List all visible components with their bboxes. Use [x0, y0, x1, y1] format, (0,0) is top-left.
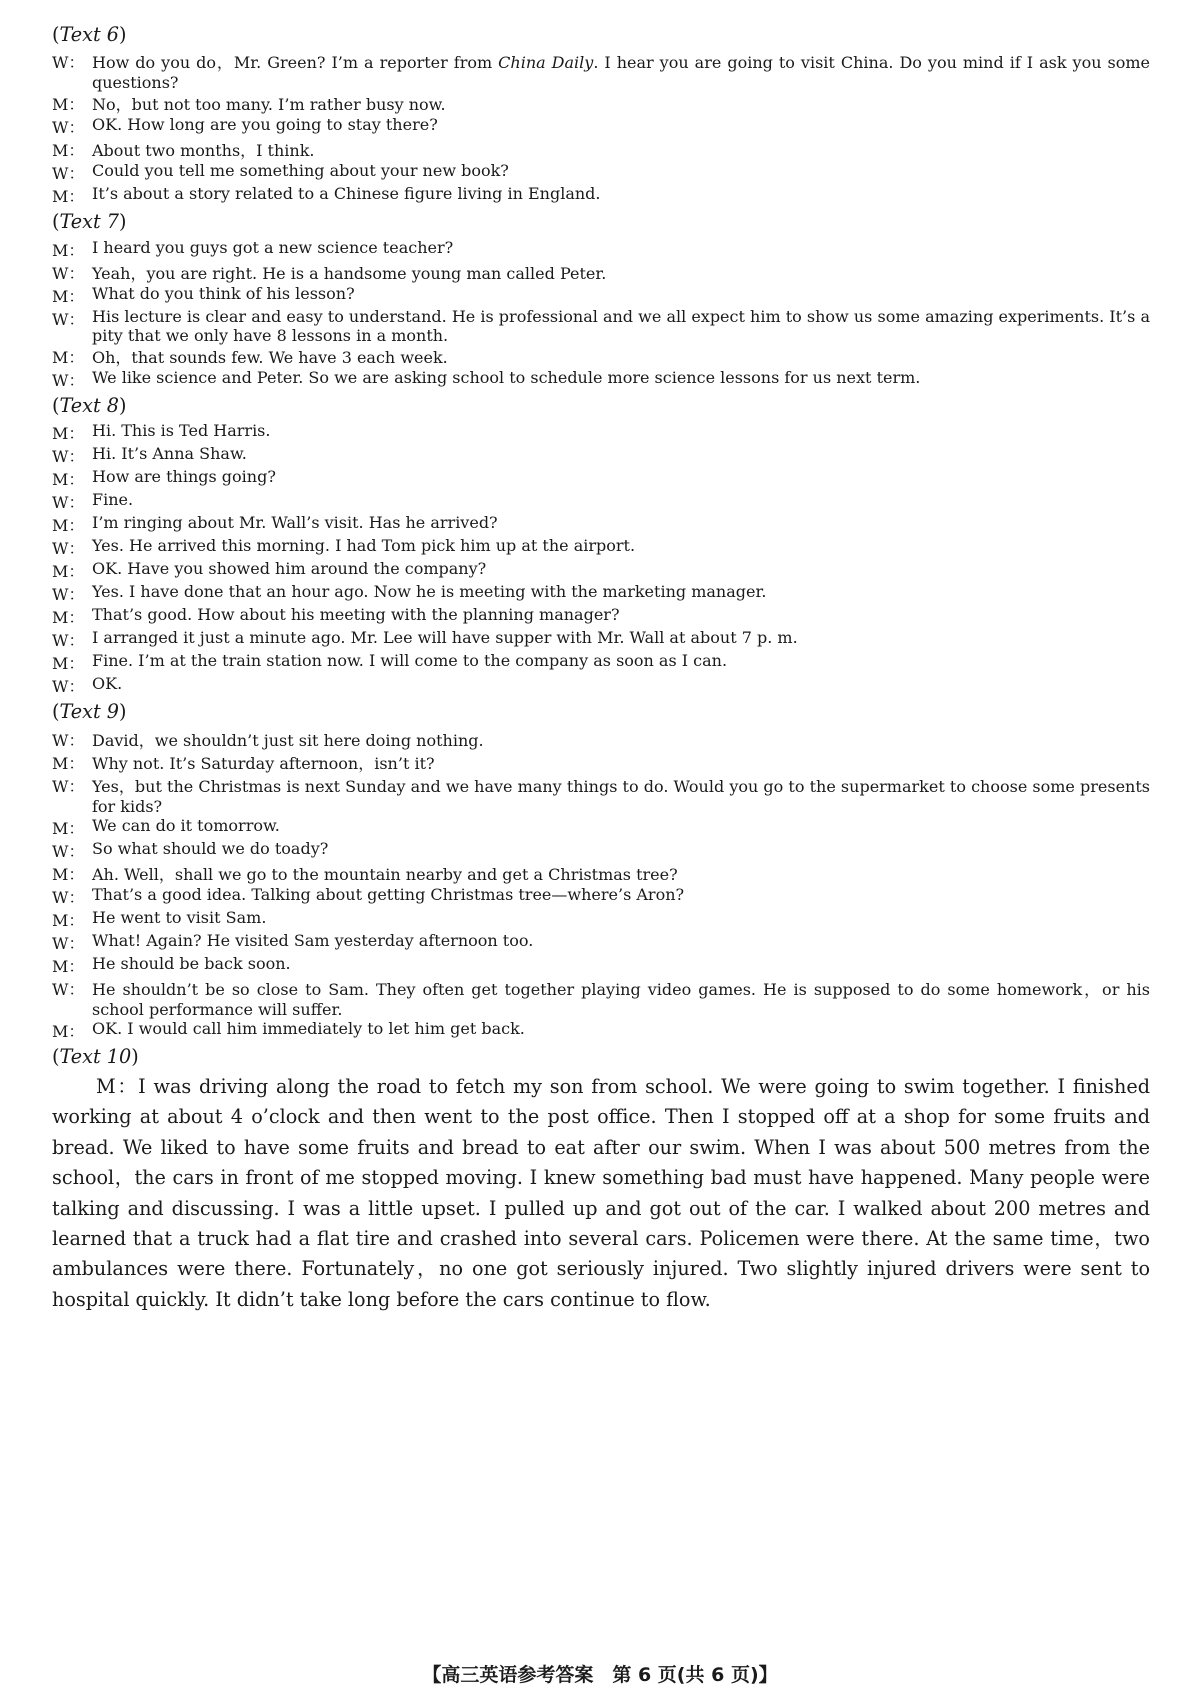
- dialogue-line: W： Yes，but the Christmas is next Sunday and we have many things to do. Would you go to the supermarket to choose some presents for kids?: [52, 776, 1150, 816]
- text9-heading: (Text 9): [52, 700, 127, 724]
- dialogue-line: M： We can do it tomorrow.: [52, 815, 280, 838]
- answer-key-page: [52, 20, 1150, 1315]
- dialogue-line: W： We like science and Peter. So we are asking school to schedule more science lessons for us next term.: [52, 367, 921, 390]
- dialogue-line: W： Yes. I have done that an hour ago. Now he is meeting with the marketing manager.: [52, 582, 767, 605]
- dialogue-line: M： That’s good. How about his meeting with the planning manager?: [52, 605, 620, 628]
- text7-heading: (Text 7): [52, 210, 127, 234]
- dialogue-line: M： OK. I would call him immediately to let him get back.: [52, 1018, 525, 1041]
- dialogue-line: W： He shouldn’t be so close to Sam. They often get together playing video games. He is supposed to do some homework，or his school performance will suffer.: [52, 979, 1150, 1019]
- dialogue-line: W： So what should we do toady?: [52, 838, 329, 861]
- dialogue-line: W： Yes. He arrived this morning. I had Tom pick him up at the airport.: [52, 536, 636, 559]
- dialogue-line: W： That’s a good idea. Talking about getting Christmas tree—where’s Aron?: [52, 884, 685, 907]
- dialogue-line: W： I arranged it just a minute ago. Mr. Lee will have supper with Mr. Wall at about 7 p. m.: [52, 628, 798, 651]
- dialogue-line: M： What do you think of his lesson?: [52, 283, 355, 306]
- text10-heading: (Text 10): [52, 1044, 139, 1068]
- dialogue-line: M： Oh，that sounds few. We have 3 each week.: [52, 347, 448, 367]
- dialogue-line: M： About two months，I think.: [52, 141, 315, 161]
- dialogue-line: W： What! Again? He visited Sam yesterday afternoon too.: [52, 930, 534, 953]
- dialogue-line: M： I’m ringing about Mr. Wall’s visit. Has he arrived?: [52, 513, 498, 536]
- text6-heading: (Text 6): [52, 23, 127, 46]
- dialogue-line: W： How do you do，Mr. Green? I’m a reporter from China Daily. I hear you are going to visit China. Do you mind if I ask you some questions?: [52, 53, 1150, 93]
- dialogue-line: M： He went to visit Sam.: [52, 907, 267, 930]
- dialogue-line: M： Ah. Well，shall we go to the mountain nearby and get a Christmas tree?: [52, 864, 678, 884]
- dialogue-line: W： OK. How long are you going to stay there?: [52, 115, 438, 138]
- dialogue-line: W： His lecture is clear and easy to understand. He is professional and we all expect him to show us some amazing experiments. It’s a pity that we only have 8 lessons in a month.: [52, 306, 1150, 345]
- dialogue-line: W： Yeah，you are right. He is a handsome young man called Peter.: [52, 263, 607, 283]
- dialogue-line: M： No，but not too many. I’m rather busy now.: [52, 95, 446, 115]
- dialogue-line: M： OK. Have you showed him around the company?: [52, 559, 487, 582]
- text8-heading: (Text 8): [52, 393, 127, 417]
- dialogue-line: M： Fine. I’m at the train station now. I will come to the company as soon as I can.: [52, 651, 728, 674]
- dialogue-line: M： How are things going?: [52, 467, 276, 490]
- dialogue-line: W： David，we shouldn’t just sit here doing nothing.: [52, 730, 484, 750]
- dialogue-line: M： He should be back soon.: [52, 953, 291, 976]
- dialogue-line: M： Why not. It’s Saturday afternoon，isn’t it?: [52, 753, 435, 773]
- dialogue-line: W： Hi. It’s Anna Shaw.: [52, 444, 247, 467]
- dialogue-line: M： It’s about a story related to a Chinese figure living in England.: [52, 184, 601, 207]
- dialogue-line: M： Hi. This is Ted Harris.: [52, 421, 271, 444]
- dialogue-line: M： I heard you guys got a new science teacher?: [52, 237, 454, 260]
- text10-monologue: M：I was driving along the road to fetch my son from school. We were going to swim together. I finished working at about 4 o’clock and then went to the post office. Then I stopped off at a shop for some fruits and bread. We liked to have some fruits and bread to eat after our swim. When I was about 500 metres from the school，the cars in front of me stopped moving. I knew something bad must have happened. Many people were talking and discussing. I was a little upset. I pulled up and got out of the car. I walked about 200 metres and learned that a truck had a flat tire and crashed into several cars. Policemen were there. At the same time，two ambulances were there. Fortunately，no one got seriously injured. Two slightly injured drivers were sent to hospital quickly. It didn’t take long before the cars continue to flow.: [52, 1075, 1150, 1311]
- dialogue-line: W： OK.: [52, 674, 123, 697]
- dialogue-line: W： Fine.: [52, 490, 134, 513]
- page-footer: 【高三英语参考答案 第 6 页(共 6 页)】: [422, 1664, 778, 1686]
- dialogue-line: W： Could you tell me something about your new book?: [52, 161, 509, 184]
